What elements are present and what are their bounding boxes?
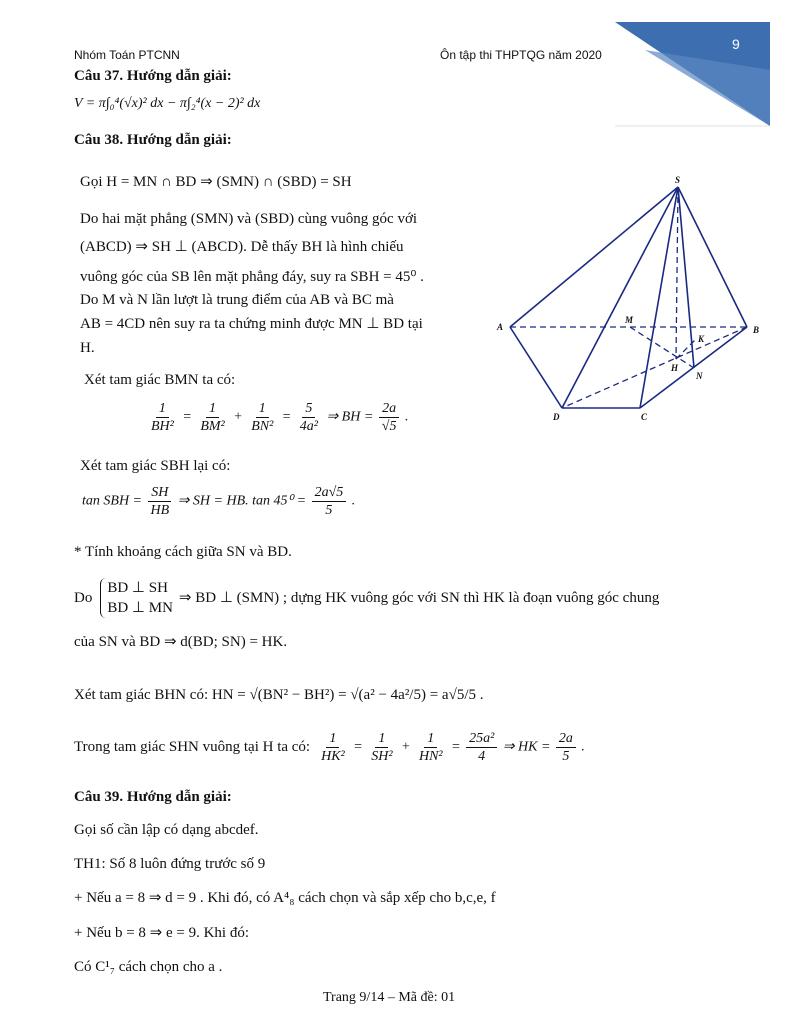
page-number: 9 [732, 36, 740, 52]
q38-title: Câu 38. Hướng dẫn giải: [74, 132, 232, 148]
q38-para-b1: Do M và N lần lượt là trung điểm của AB và BC mà [80, 292, 394, 308]
q38-para-a1: Do hai mặt phẳng (SMN) và (SBD) cùng vuông góc với [80, 211, 418, 227]
q39-title: Câu 39. Hướng dẫn giải: [74, 789, 232, 805]
label-C: C [641, 412, 648, 422]
label-H: H [671, 363, 679, 373]
edge-BD [562, 327, 747, 408]
q38-bmn-intro: Xét tam giác BMN ta có: [84, 372, 236, 388]
edge-SC [640, 187, 678, 408]
label-A: A [497, 322, 504, 332]
q39-line5: Có C¹₇ cách chọn cho a . [74, 959, 223, 975]
q38-bmn-formula: $\frac{1}{\text{BH²}}$ = $\frac{1}{\text{BM²}}$ + $\frac{1}{\text{BN²}}$ = $\frac{5}{\text{4a²}}$ ⇒ BH = $\frac{2a}{√5}$ . [151, 401, 409, 434]
edge-SD [562, 187, 678, 408]
pyramid-figure [495, 175, 770, 430]
label-M: M [625, 315, 634, 325]
label-S: S [675, 175, 681, 185]
q38-para-a2: (ABCD) ⇒ SH ⊥ (ABCD). Dễ thấy BH là hình chiếu [80, 239, 404, 255]
q37-formula: V = π∫₀⁴(√x)² dx − π∫₂⁴(x − 2)² dx [74, 96, 261, 111]
edge-SH [676, 187, 678, 359]
label-B: B [753, 325, 760, 335]
edge-SA [510, 187, 678, 327]
q39-line3: + Nếu a = 8 ⇒ d = 9 . Khi đó, có A⁴₈ cách chọn và sắp xếp cho b,c,e, f [74, 890, 496, 906]
q38-bhn-line: Xét tam giác BHN có: HN = √(BN² − BH²) = √(a² − 4a²/5) = a√5/5 . [74, 687, 484, 703]
header-center: Ôn tập thi THPTQG năm 2020 [440, 48, 602, 62]
label-K: K [698, 334, 705, 344]
q39-line4: + Nếu b = 8 ⇒ e = 9. Khi đó: [74, 925, 250, 941]
q38-system-row: Do BD ⊥ SH BD ⊥ MN ⇒ BD ⊥ (SMN) ; dựng HK vuông góc với SN thì HK là đoạn vuông góc chung [74, 580, 660, 616]
q38-sbh-formula: tan SBH = $\frac{SH}{HB}$ ⇒ SH = HB. tan 45⁰ = $\frac{2a√5}{5}$ . [82, 485, 356, 518]
q39-line2: TH1: Số 8 luôn đứng trước số 9 [74, 856, 266, 872]
q38-para-b2: AB = 4CD nên suy ra ta chứng minh được MN ⊥ BD tại [80, 316, 423, 332]
edge-AD [510, 327, 562, 408]
q38-shn-formula: Trong tam giác SHN vuông tại H ta có: $\frac{1}{\text{HK²}}$ = $\frac{1}{\text{SH²}}$ + $\frac{1}{\text{HN²}}$ = $\frac{\text{25a²}}{4}$ ⇒ HK = $\frac{2a}{5}$ . [74, 731, 585, 764]
q38-line1: Gọi H = MN ∩ BD ⇒ (SMN) ∩ (SBD) = SH [80, 174, 352, 190]
q38-para-b3: H. [80, 340, 95, 356]
q38-line-cua: của SN và BD ⇒ d(BD; SN) = HK. [74, 634, 288, 650]
label-D: D [553, 412, 560, 422]
q38-para-a3: vuông góc của SB lên mặt phẳng đáy, suy ra SBH = 45⁰ . [80, 269, 424, 285]
header-corner-decoration [615, 22, 770, 130]
q38-distance-title: * Tính khoảng cách giữa SN và BD. [74, 544, 292, 560]
q39-line1: Gọi số cần lập có dạng abcdef. [74, 822, 259, 838]
q38-sbh-intro: Xét tam giác SBH lại có: [80, 458, 231, 474]
page-footer: Trang 9/14 – Mã đề: 01 [323, 990, 456, 1005]
edge-MN [630, 327, 694, 368]
q37-title: Câu 37. Hướng dẫn giải: [74, 68, 232, 84]
header-left: Nhóm Toán PTCNN [74, 48, 180, 62]
label-N: N [696, 371, 703, 381]
